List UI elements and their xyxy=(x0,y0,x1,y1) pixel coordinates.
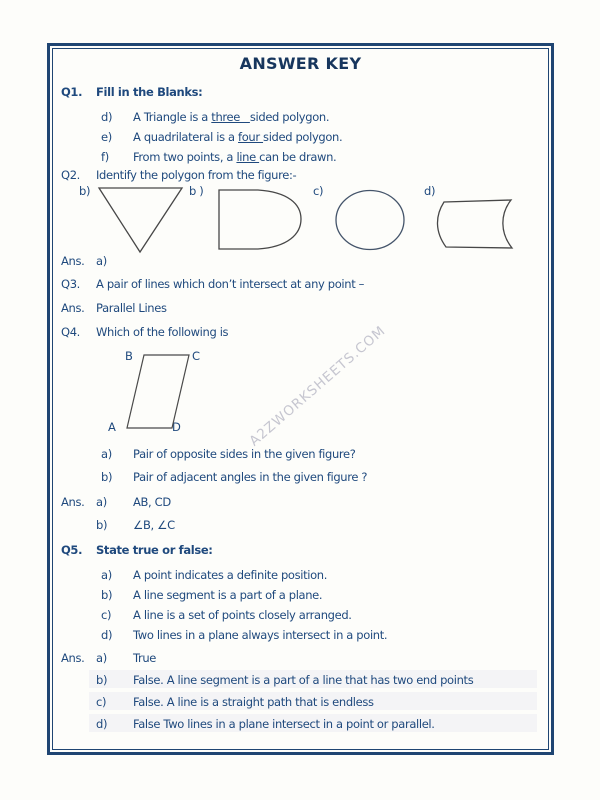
answer-text: True xyxy=(133,651,157,665)
item-text: A line segment is a part of a plane. xyxy=(133,588,323,602)
question-row-q5 xyxy=(53,543,548,559)
question-label: Q3. xyxy=(61,277,80,291)
item-letter: e) xyxy=(101,130,112,144)
answer-text: False Two lines in a plane intersect in a point or parallel. xyxy=(133,717,435,731)
page-content xyxy=(53,49,548,749)
answer-label: Ans. xyxy=(61,651,85,665)
answer-text: AB, CD xyxy=(133,495,171,509)
answer-label: Ans. xyxy=(61,495,85,509)
list-item xyxy=(53,130,548,146)
question-row-q4 xyxy=(53,325,548,341)
item-letter: a) xyxy=(96,651,107,665)
parallelogram-figure xyxy=(113,349,253,441)
question-label: Q1. xyxy=(61,85,83,99)
item-text: Two lines in a plane always intersect in a point. xyxy=(133,628,388,642)
d-shape xyxy=(219,190,301,249)
item-text xyxy=(133,110,329,125)
item-letter: a) xyxy=(96,495,107,509)
vertex-label-a: A xyxy=(108,420,116,434)
answer-text: False. A line segment is a part of a line that has two end points xyxy=(133,673,474,687)
question-heading: State true or false: xyxy=(96,543,213,557)
curved-band-shape xyxy=(437,200,512,248)
list-item xyxy=(53,608,548,624)
answer-label: Ans. xyxy=(61,254,85,268)
item-text xyxy=(133,130,342,145)
list-item xyxy=(53,110,548,126)
answer-row-q5 xyxy=(53,717,548,733)
item-text: A line is a set of points closely arranged. xyxy=(133,608,352,622)
item-letter: a) xyxy=(101,447,112,461)
text-post: can be drawn. xyxy=(259,150,337,164)
triangle-shape xyxy=(99,188,182,252)
list-item xyxy=(53,470,548,486)
vertex-label-b: B xyxy=(125,349,133,363)
question-row-q1 xyxy=(53,85,548,101)
shape-label-d: d) xyxy=(424,184,436,198)
item-letter: b) xyxy=(101,588,113,602)
question-text: A pair of lines which don’t intersect at any point – xyxy=(96,277,365,291)
shape-label-b1: b) xyxy=(79,184,91,198)
answer-row-q4 xyxy=(53,495,548,511)
question-row-q2 xyxy=(53,168,548,184)
question-text: Identify the polygon from the figure:- xyxy=(96,168,297,182)
list-item xyxy=(53,588,548,604)
text-pre: A Triangle is a xyxy=(133,110,212,124)
question-label: Q5. xyxy=(61,543,83,557)
blank-answer: line xyxy=(236,150,260,164)
vertex-label-c: C xyxy=(192,349,200,363)
answer-label: Ans. xyxy=(61,301,85,315)
answer-text: Parallel Lines xyxy=(96,301,167,315)
polygon-figures xyxy=(53,181,554,263)
item-text: Pair of adjacent angles in the given figure ? xyxy=(133,470,368,484)
text-post: sided polygon. xyxy=(263,130,343,144)
list-item xyxy=(53,568,548,584)
item-letter: b) xyxy=(96,518,108,532)
question-row-q3 xyxy=(53,277,548,293)
text-pre: A quadrilateral is a xyxy=(133,130,239,144)
list-item xyxy=(53,447,548,463)
question-text: Which of the following is xyxy=(96,325,229,339)
answer-row-q2 xyxy=(53,254,548,270)
question-label: Q2. xyxy=(61,168,80,182)
item-letter: f) xyxy=(101,150,109,164)
item-text xyxy=(133,150,336,165)
blank-answer: three xyxy=(211,110,250,124)
item-letter: d) xyxy=(96,717,108,731)
answer-text: a) xyxy=(96,254,107,268)
item-letter: c) xyxy=(96,695,107,709)
ellipse-shape xyxy=(336,191,404,250)
answer-row-q3 xyxy=(53,301,548,317)
blank-answer: four xyxy=(238,130,264,144)
item-letter: d) xyxy=(101,110,113,124)
item-letter: b) xyxy=(96,673,108,687)
answer-row-q4b xyxy=(53,518,548,534)
item-text: Pair of opposite sides in the given figure? xyxy=(133,447,356,461)
page-border xyxy=(52,48,549,750)
item-letter: a) xyxy=(101,568,112,582)
answer-text: False. A line is a straight path that is endless xyxy=(133,695,374,709)
item-letter: b) xyxy=(101,470,113,484)
answer-row-q5 xyxy=(53,673,548,689)
watermark: A2ZWORKSHEETS.COM xyxy=(246,322,389,450)
item-letter: c) xyxy=(101,608,112,622)
worksheet-page xyxy=(47,43,554,755)
question-heading: Fill in the Blanks: xyxy=(96,85,203,99)
answer-row-q5 xyxy=(53,695,548,711)
item-text: A point indicates a definite position. xyxy=(133,568,328,582)
vertex-label-d: D xyxy=(172,420,181,434)
text-post: sided polygon. xyxy=(249,110,330,124)
page-title: ANSWER KEY xyxy=(239,54,362,73)
shape-label-b2: b ) xyxy=(189,184,204,198)
text-pre: From two points, a xyxy=(133,150,237,164)
question-label: Q4. xyxy=(61,325,80,339)
list-item xyxy=(53,628,548,644)
answer-row-q5 xyxy=(53,651,548,667)
item-letter: d) xyxy=(101,628,113,642)
answer-text: ∠B, ∠C xyxy=(133,518,175,532)
list-item xyxy=(53,150,548,166)
shape-label-c: c) xyxy=(313,184,324,198)
parallelogram-shape xyxy=(127,355,189,428)
